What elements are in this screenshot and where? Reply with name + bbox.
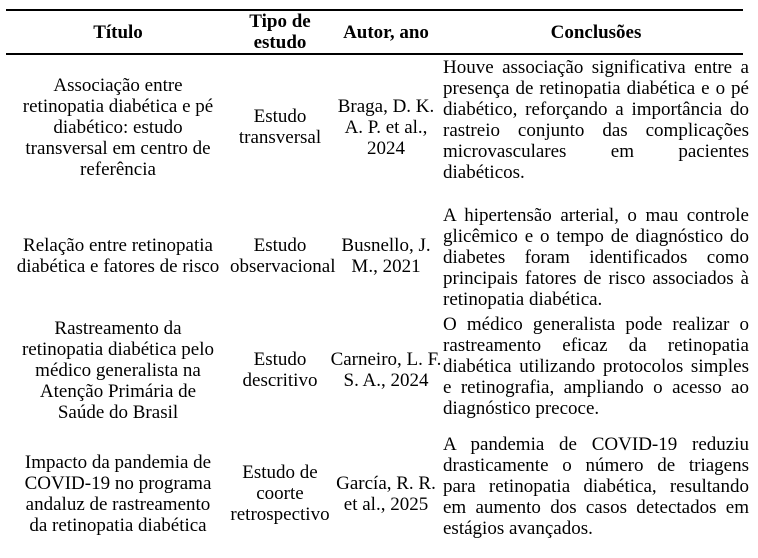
cell-titulo: Impacto da pandemia de COVID-19 no programa andaluz de rastreamento da retinopatia diabética [24, 451, 212, 536]
cell-tipo-estudo: Estudo de coorte retrospectivo [230, 462, 330, 525]
cell-autor-ano: García, R. R. et al., 2025 [336, 472, 436, 515]
cell-titulo: Rastreamento da retinopatia diabética pelo médico generalista na Atenção Primária de Saúde do Brasil [21, 317, 215, 423]
header-titulo: Título [93, 21, 143, 43]
cell-titulo: Relação entre retinopatia diabética e fatores de risco [16, 234, 220, 277]
table-header-row [6, 11, 750, 53]
table-row [6, 430, 750, 557]
cell-autor-ano: Carneiro, L. F. S. A., 2024 [330, 349, 442, 391]
cell-tipo-estudo: Estudo observacional [230, 234, 336, 277]
cell-autor-ano: Busnello, J. M., 2021 [341, 234, 431, 277]
table-row [6, 310, 750, 430]
cell-titulo: Associação entre retinopatia diabética e pé diabético: estudo transversal em centro de referência [22, 74, 214, 180]
cell-conclusoes: Houve associação significativa entre a presença de retinopatia diabética e o pé diabético, reforçando a importância do rastreio conjunto das complicações microvasculares em pacientes diabéticos. [443, 57, 749, 183]
header-conclusoes: Conclusões [550, 21, 642, 43]
literature-review-table [6, 11, 750, 557]
cell-conclusoes: O médico generalista pode realizar o rastreamento eficaz da retinopatia diabética utilizando protocolos simples e retinografia, ampliando o acesso ao diagnóstico precoce. [443, 314, 749, 419]
cell-tipo-estudo: Estudo transversal [238, 106, 322, 148]
cell-conclusoes: A hipertensão arterial, o mau controle glicêmico e o tempo de diagnóstico do diabetes foram identificados como principais fatores de risco associados à retinopatia diabética. [443, 205, 749, 310]
header-autor-ano: Autor, ano [343, 21, 429, 43]
table-row [6, 53, 750, 201]
header-tipo-de-estudo: Tipo de estudo [249, 11, 311, 53]
cell-tipo-estudo: Estudo descritivo [242, 349, 318, 391]
table-row [6, 201, 750, 310]
cell-autor-ano: Braga, D. K. A. P. et al., 2024 [337, 95, 435, 159]
cell-conclusoes: A pandemia de COVID-19 reduziu drasticamente o número de triagens para retinopatia diabética, resultando em aumento dos casos detectados em estágios avançados. [443, 434, 749, 539]
